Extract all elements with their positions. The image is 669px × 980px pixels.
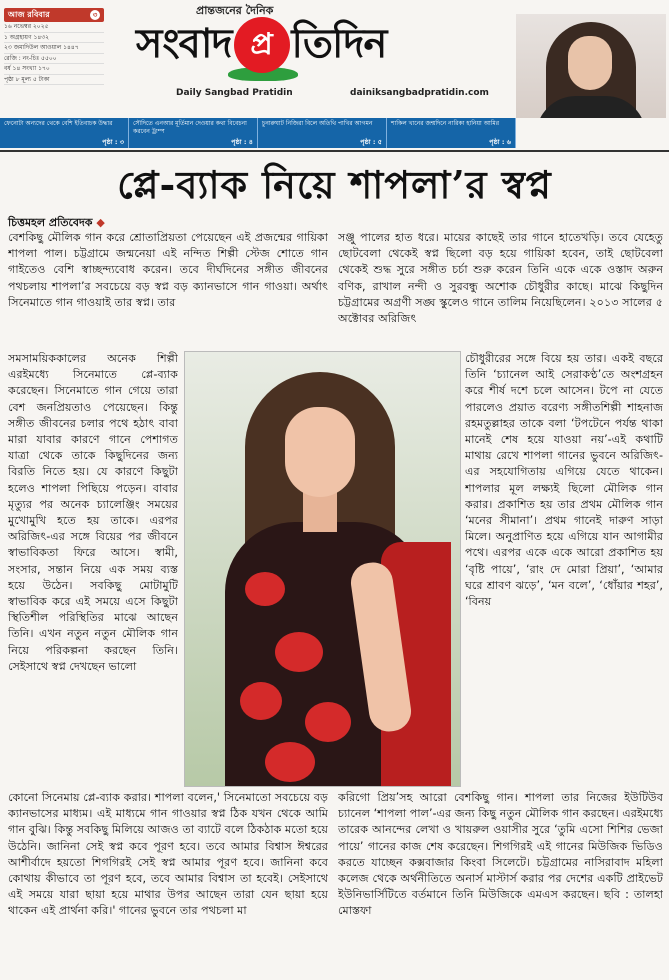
masthead xyxy=(0,0,669,146)
tagline: Daily Sangbad Pratidin xyxy=(176,88,293,98)
date-line: পৃষ্ঠা ৮ মূল্য ৫ টাকা xyxy=(4,75,104,86)
teaser-item[interactable]: শাকিল খানের জন্মদিনে নারিকা হানিয়া আমির পৃষ্ঠা : ৬ xyxy=(387,118,516,148)
teaser-page: পৃষ্ঠা : ৬ xyxy=(489,138,511,146)
teaser-item[interactable]: চুনারুঘাট নিজিরা বিলে অতিথি পাখির আগমন পৃষ্ঠা : ৫ xyxy=(258,118,387,148)
teaser-page: পৃষ্ঠা : ৪ xyxy=(231,138,253,146)
masthead-ad-portrait xyxy=(516,14,666,118)
teaser-strip xyxy=(0,118,516,148)
article-col2-wrap: চৌধুরীরের সঙ্গে বিয়ে হয় তার। একই বছরে তিনি ‘চ্যানেল আই সেরাকণ্ঠ’তে অংশগ্রহন করে শীর্ষ দশে চলে আসেন। টপে না যেতে পারলেও প্রয়াত বরেণ্য সঙ্গীতশিল্পী শাহনাজ রহমতুল্লাহর তাকে বলা ‘টপটেনে পর্যন্ত থাকা মানেই শেষ হয়ে যাওয়া নয়’-এই কথাটি মাথায় রেখে শাপলা গানের ভুবনে অরিজিৎ-এর সহযোগিতায় এগিয়ে যেতে থাকেন। শাপলার মূল লক্ষ্যই ছিলো মৌলিক গান করার। প্রকাশিত হয় তার প্রথম মৌলিক গান ‘মনের সীমানা’। প্রথম গানেই দারুণ সাড়া মিলে। অনুপ্রাণিত হয়ে এগিয়ে যান আগামীর পথে। এরপর একে একে আরো প্রকাশিত হয় ‘বৃষ্টি পায়ে’, ‘রাং দে মোরা প্রিয়া’, ‘আমার ঘরে শ্রাবণ ঝড়ে’, ‘মন বলে’, ‘ধোঁয়ার শহর’, ‘বিনয় xyxy=(465,352,663,609)
day-tag xyxy=(4,8,104,22)
teaser-item[interactable]: সৌদিতে এনআর মূর্তিমান দেওয়ার কথা বিবেচনা করবেন ট্রাম্প পৃষ্ঠা : ৪ xyxy=(129,118,258,148)
day-label: আজ রবিবার xyxy=(8,10,50,20)
article-headline: প্লে-ব্যাক নিয়ে শাপলা’র স্বপ্ন xyxy=(117,162,552,207)
logo-mark-icon: প্র xyxy=(234,17,290,73)
teaser-page: পৃষ্ঠা : ৫ xyxy=(360,138,382,146)
logo-right-text: তিদিন xyxy=(291,19,387,67)
article-col1-top: বেশকিছু মৌলিক গান করে শ্রোতাপ্রিয়তা পেয়েছেন এই প্রজন্মের গায়িকা শাপলা পাল। চট্টগ্রামে জন্মনেয়া এই নন্দিত শিল্পী স্টেজ শোতে গান গাইতেও বেশি স্বাচ্ছন্দ্যবোধ করেন। তবে দীর্ঘদিনের সঙ্গীত জীবনের পথচলায় শাপলা’র সবচেয়ে বড় স্বপ্ন বড় ক্যানভাসে গান গাওয়া। অর্থাৎ সিনেমাতে গান গাওয়াই তার স্বপ্ন। তার xyxy=(8,231,328,309)
date-line: রেজি : নং-চিঃ ৫৫০০ xyxy=(4,54,104,65)
article-col1-bottom: কোনো সিনেমায় প্লে-ব্যাক করার। শাপলা বলেন,' সিনেমাতো সবচেয়ে বড় ক্যানভাসের মাধ্যম। এই মাধ্যমে গান গাওয়ার স্বপ্ন ঠিক যখন থেকে আমি গান বুঝি। কিন্তু সবকিছু মিলিয়ে আজও তা ব্যাটে বলে ঠিকঠাক মতো হয়ে উঠেনি। জানিনা সেই স্বপ্ন কবে পূরণ হবে। তবে আমার বিশ্বাস ঈশ্বরের আশীর্বাদে হয়তো শিগগিরই সেই স্বপ্ন আমার পূরণ হবে। জানিনা কবে কোথায় কীভাবে তা পূরণ হবে, তবে আমার বিশ্বাস তা হবেই। সেইসাথে এই সময়ে যারা ছায়া হয়ে মাথার উপর আছেন তারা যেন ছায়া হয়ে থাকেন এই প্রার্থনা করি।' গানের ভুবনে তার পথচলা মা xyxy=(8,791,328,918)
date-line: বর্ষ ১৪ সংখ্যা ১৭০ xyxy=(4,64,104,75)
newspaper-logo[interactable] xyxy=(136,14,496,76)
article-col1-wrap: সমসাময়িককালের অনেক শিল্পী এরইমধ্যে সিনেমাতে প্লে-ব্যাক করেছেন। সিনেমাতে গান গেয়ে তারা বেশ জনপ্রিয়তাও পেয়েছেন। কিন্তু সঙ্গীত জীবনের চলার পথে হঠাৎ বাবা মারা যাবার কারণে গানে পেশাগত যাত্রা থেকে তাকে কিছুদিনের জন্য বিরতি নিতে হয়। যে কারণে কিছুটা হলেও শাপলা পিছিয়ে পড়েন। বাবার মৃত্যুর পর অনেক চ্যালেঞ্জিং সময়ের মুখোমুখি হতে হয় তাকে। এরপর অরিজিৎ-এর সঙ্গে বিয়ের পর জীবনে স্বাভাবিকতা ফিরে আসে। স্বামী, সংসার, সন্তান নিয়ে এক সময় ব্যস্ত হয়ে উঠেন। সবকিছু মোটামুটি স্বাভাবিক করে এই সময়ে এসে কিছুটা স্থিতিশীল পরিস্থিতির মাঝে আছেন তিনি। এখন নতুন নতুন মৌলিক গান নিয়ে পরিকল্পনা করছেন তিনি। সেইসাথে স্বপ্ন দেখছেন ভালো xyxy=(8,352,178,673)
website-link[interactable]: dainiksangbadpratidin.com xyxy=(350,88,489,98)
day-number: ৩ xyxy=(90,10,100,20)
diamond-icon: ◆ xyxy=(96,216,105,229)
masthead-kicker: প্রান্তজনের দৈনিক xyxy=(196,4,274,17)
teaser-item[interactable]: ফেনোটা অন্যদের থেকে বেশি ইতিবাচক উদ্ধার পৃষ্ঠা : ৩ xyxy=(0,118,129,148)
article-col2-bottom: করিগো প্রিয়’সহ আরো বেশকিছু গান। শাপলা তার নিজের ইউটিউব চ্যানেল ‘শাপলা পাল’-এর জন্য কিছু নতুন মৌলিক গান করছেন। এরইমধ্যে তারেক আনন্দের লেখা ও খায়রুল ওয়াসীর সুরে ‘তুমি এসো শিশির ভেজা পায়ে’ গানের কাজ শেষ করেছেন। শিগগিরই এই গানের মিউজিক ভিডিও করতে যাচ্ছেন কক্সবাজার কিংবা সিলেটে। চট্টগ্রামের নাসিরাবাদ মহিলা কলেজ থেকে অর্থনীতিতে অনার্স মাস্টার্স করার পর দেশের একটি প্রাইভেট ইউনিভার্সিটিতে বর্তমানে তিনি মিউজিকে এমএস করছেন। ছবি : তালহা মোস্তফা xyxy=(338,791,663,918)
article-col2-top: সঞ্জু পালের হাত ধরে। মায়ের কাছেই তার গানে হাতেখড়ি। তবে যেহেতু ছোটবেলা থেকেই স্বপ্ন ছিলো বড় হয়ে গায়িকা হবেন, তাই ছোটবেলা থেকেই শুদ্ধ সুরে সঙ্গীত চর্চা শুরু করেন তিনি একে একে ওস্তাদ অরুন বণিক, রাখাল নন্দী ও সুরবন্ধু অশোক চৌধুরীর কাছে। মাঝে কিছুদিন চট্টগ্রামের অগ্রণী সঙ্ঘ স্কুলেও গানে তালিম নিয়েছিলেন। ২০১৩ সালের ৫ অক্টোবর অরিজিৎ xyxy=(338,231,663,326)
date-line: ১৬ নভেম্বর ২০২৫ xyxy=(4,22,104,33)
date-line: ১ অগ্রহায়ণ ১৪৩২ xyxy=(4,33,104,44)
date-line: ২৩ জমাদিউল আওয়াল ১৪৪৭ xyxy=(4,43,104,54)
date-box xyxy=(4,8,104,108)
logo-left-text: সংবাদ xyxy=(136,19,232,67)
byline-text: চিত্তমহল প্রতিবেদক xyxy=(8,216,93,229)
divider xyxy=(0,150,669,152)
teaser-page: পৃষ্ঠা : ৩ xyxy=(102,138,124,146)
singer-photo xyxy=(184,351,461,787)
